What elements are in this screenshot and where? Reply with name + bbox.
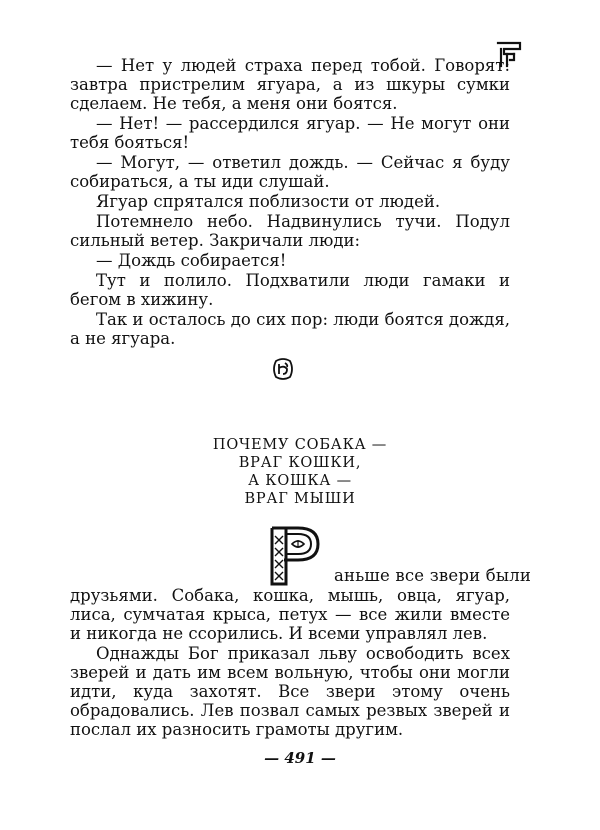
paragraph: — Дождь собирается! bbox=[96, 251, 287, 270]
paragraph: Ягуар спрятался поблизости от людей. bbox=[96, 192, 441, 211]
drop-cap-initial bbox=[268, 524, 326, 586]
title-line: ПОЧЕМУ СОБАКА — bbox=[212, 437, 388, 453]
previous-story-ending bbox=[70, 56, 510, 348]
title-line: ВРАГ КОШКИ, bbox=[238, 455, 362, 471]
first-line-text: аньше все звери были bbox=[334, 566, 532, 585]
paragraph: — Нет! — рассердился ягуар. — Не могут они тебя бояться! bbox=[70, 114, 510, 152]
paragraph: друзьями. Собака, кошка, мышь, овца, ягуар, лиса, сумчатая крыса, петух — все жили вместе и никогда не ссорились. И всеми управлял лев. bbox=[70, 586, 510, 643]
paragraph: Потемнело небо. Надвинулись тучи. Подул сильный ветер. Закричали люди: bbox=[70, 212, 510, 250]
paragraph: — Нет у людей страха перед тобой. Говорят: завтра пристрелим ягуара, а из шкуры сумки сделаем. Не тебя, а меня они боятся. bbox=[70, 56, 510, 113]
paragraph: Так и осталось до сих пор: люди боятся дождя, а не ягуара. bbox=[70, 310, 510, 348]
title-line: А КОШКА — bbox=[248, 473, 352, 489]
paragraph: — Могут, — ответил дождь. — Сейчас я буду собираться, а ты иди слушай. bbox=[70, 153, 510, 191]
paragraph: Однажды Бог приказал льву освободить всех зверей и дать им всем вольную, чтобы они могли идти, куда захотят. Все звери этому очень обрадовались. Лев позвал самых резвых зверей и послал их разносить грамоты другим. bbox=[70, 644, 510, 739]
story-title bbox=[70, 436, 530, 508]
page-number: — 491 — bbox=[264, 749, 336, 767]
paragraph: Тут и полило. Подхватили люди гамаки и бегом в хижину. bbox=[70, 271, 510, 309]
drop-cap-letter: Р bbox=[278, 581, 280, 583]
section-knot-ornament-icon bbox=[272, 357, 294, 381]
title-line: ВРАГ МЫШИ bbox=[244, 491, 356, 507]
new-story-text bbox=[70, 586, 510, 739]
